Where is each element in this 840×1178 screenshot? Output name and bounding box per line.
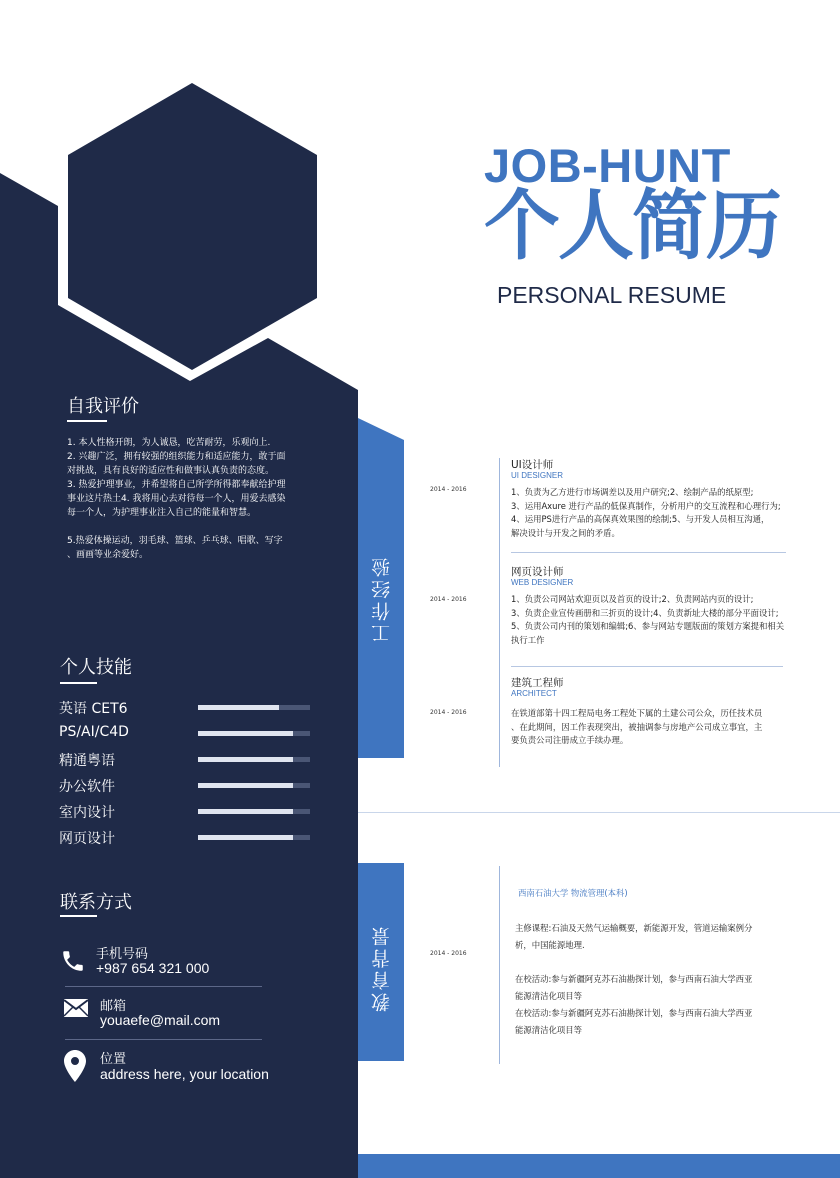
skill-bar-fill	[198, 731, 293, 736]
self-eval-line: 5.热爱体操运动，羽毛球、篮球、乒乓球、唱歌、写字	[67, 536, 283, 546]
job-title: 建筑工程师	[511, 677, 564, 689]
job-title: UI设计师	[511, 459, 554, 471]
edu-line: 能源清洁化项目等	[515, 1025, 582, 1035]
desc-line: 1、负责为乙方进行市场调差以及用户研究;2、绘制产品的纸原型;	[511, 487, 754, 497]
skill-bar	[198, 757, 310, 762]
hexagon-photo-frame	[68, 83, 317, 370]
skills-underline	[60, 682, 97, 684]
title-english: JOB-HUNT	[484, 139, 731, 192]
job-description	[511, 486, 781, 540]
phone-icon	[60, 948, 86, 974]
skill-label: 室内设计	[59, 805, 115, 821]
work-timeline-line	[499, 458, 500, 767]
edu-line: 能源清洁化项目等	[515, 991, 582, 1001]
skill-label: PS/AI/C4D	[59, 724, 129, 740]
skill-bar	[198, 705, 310, 710]
subtitle: PERSONAL RESUME	[497, 282, 727, 308]
self-eval-line: 3. 热爱护理事业，并希望将自己所学所得都奉献给护理	[67, 480, 286, 490]
skill-bar-fill	[198, 809, 293, 814]
desc-line: 解决设计与开发之间的矛盾。	[511, 527, 620, 538]
email-label: 邮箱	[100, 999, 127, 1014]
edu-line	[515, 954, 752, 971]
edu-line: 析，中国能源地理.	[515, 940, 585, 950]
skill-bar-fill	[198, 783, 293, 788]
contact-title: 联系方式	[60, 892, 132, 913]
desc-line: 4、运用PS进行产品的高保真效果图的绘制;5、与开发人员相互沟通，	[511, 514, 770, 524]
edu-line: 主修课程:石油及天然气运输概要，新能源开发，管道运输案例分	[515, 923, 753, 933]
job-subtitle: WEB DESIGNER	[511, 578, 574, 587]
location-pin-icon	[64, 1050, 86, 1082]
desc-line: 5、负责公司内刊的策划和编辑;6、参与网站专题版面的策划方案提和相关	[511, 621, 785, 631]
location-value: address here, your location	[100, 1066, 269, 1082]
edu-school: 西南石油大学 物流管理(本科)	[518, 888, 628, 898]
skill-bar-fill	[198, 705, 279, 710]
mail-icon	[63, 997, 89, 1019]
job-description	[511, 707, 762, 748]
job-subtitle: ARCHITECT	[511, 689, 557, 698]
phone-value[interactable]: +987 654 321 000	[96, 960, 210, 976]
skill-bar	[198, 835, 310, 840]
self-eval-line	[67, 520, 285, 534]
self-eval-line: 每一个人，为护理事业注入自己的能量和智慧。	[67, 508, 257, 518]
job-divider	[511, 666, 783, 667]
desc-line: 1、负责公司网站欢迎页以及首页的设计;2、负责网站内页的设计;	[511, 594, 754, 604]
email-value[interactable]: youaefe@mail.com	[100, 1012, 221, 1028]
work-date: 2014 - 2016	[430, 486, 467, 493]
edu-line: 在校活动:参与新疆阿克苏石油勘探计划，参与西南石油大学西亚	[515, 974, 753, 984]
skill-label: 网页设计	[59, 831, 115, 847]
job-subtitle: UI DESIGNER	[511, 471, 564, 480]
skills-title: 个人技能	[60, 657, 132, 678]
edu-timeline-line	[499, 866, 500, 1064]
edu-description	[515, 920, 752, 1039]
self-eval-line: 、画画等业余爱好。	[67, 550, 149, 560]
contact-divider	[65, 1039, 262, 1040]
work-date: 2014 - 2016	[430, 709, 467, 716]
skill-bar	[198, 783, 310, 788]
self-eval-line: 2. 兴趣广泛，拥有较强的组织能力和适应能力，敢于面	[67, 452, 286, 462]
self-eval-line: 事业这片热土4. 我将用心去对待每一个人，用爱去感染	[67, 494, 286, 504]
self-eval-text	[67, 436, 285, 562]
desc-line: 要负责公司注册成立手续办理。	[511, 735, 629, 745]
job-description	[511, 593, 784, 647]
skill-bar-fill	[198, 835, 293, 840]
desc-line: 3、负责企业宣传画册和三折页的设计;4、负责新址大楼的部分平面设计;	[511, 607, 779, 618]
self-eval-line: 对挑战，具有良好的适应性和做事认真负责的态度。	[67, 466, 275, 476]
job-divider	[511, 552, 786, 553]
job-title: 网页设计师	[511, 566, 564, 578]
self-eval-underline	[67, 420, 107, 422]
self-eval-title: 自我评价	[67, 396, 139, 417]
contact-underline	[60, 915, 97, 917]
work-date: 2014 - 2016	[430, 596, 467, 603]
skill-bar-fill	[198, 757, 293, 762]
desc-line: 在铁道部第十四工程局电务工程处下属的土建公司公众，历任技术员	[511, 708, 763, 718]
phone-label: 手机号码	[96, 947, 149, 962]
desc-line: 执行工作	[511, 634, 545, 645]
bottom-bar	[358, 1154, 840, 1178]
edu-line: 在校活动:参与新疆阿克苏石油勘探计划，参与西南石油大学西亚	[515, 1008, 753, 1018]
desc-line: 3、运用Axure 进行产品的低保真制作，分析用户的交互流程和心理行为;	[511, 500, 781, 511]
skill-label: 精通粤语	[59, 753, 115, 769]
work-tab-label: 工作经验	[371, 555, 393, 643]
education-tab-label: 教育背景	[371, 924, 393, 1012]
location-label: 位置	[100, 1052, 127, 1067]
skill-label: 办公软件	[59, 779, 115, 795]
contact-divider	[65, 986, 262, 987]
title-chinese: 个人简历	[484, 181, 780, 270]
self-eval-line: 1. 本人性格开朗，为人诚恳，吃苦耐劳，乐观向上.	[67, 438, 271, 448]
skill-bar	[198, 731, 310, 736]
skill-bar	[198, 809, 310, 814]
section-separator	[358, 812, 840, 813]
skill-label: 英语 CET6	[59, 701, 128, 717]
edu-date: 2014 - 2016	[430, 950, 467, 957]
desc-line: 、在此期间，因工作表现突出，被抽调参与房地产公司成立事宜，主	[511, 721, 763, 732]
